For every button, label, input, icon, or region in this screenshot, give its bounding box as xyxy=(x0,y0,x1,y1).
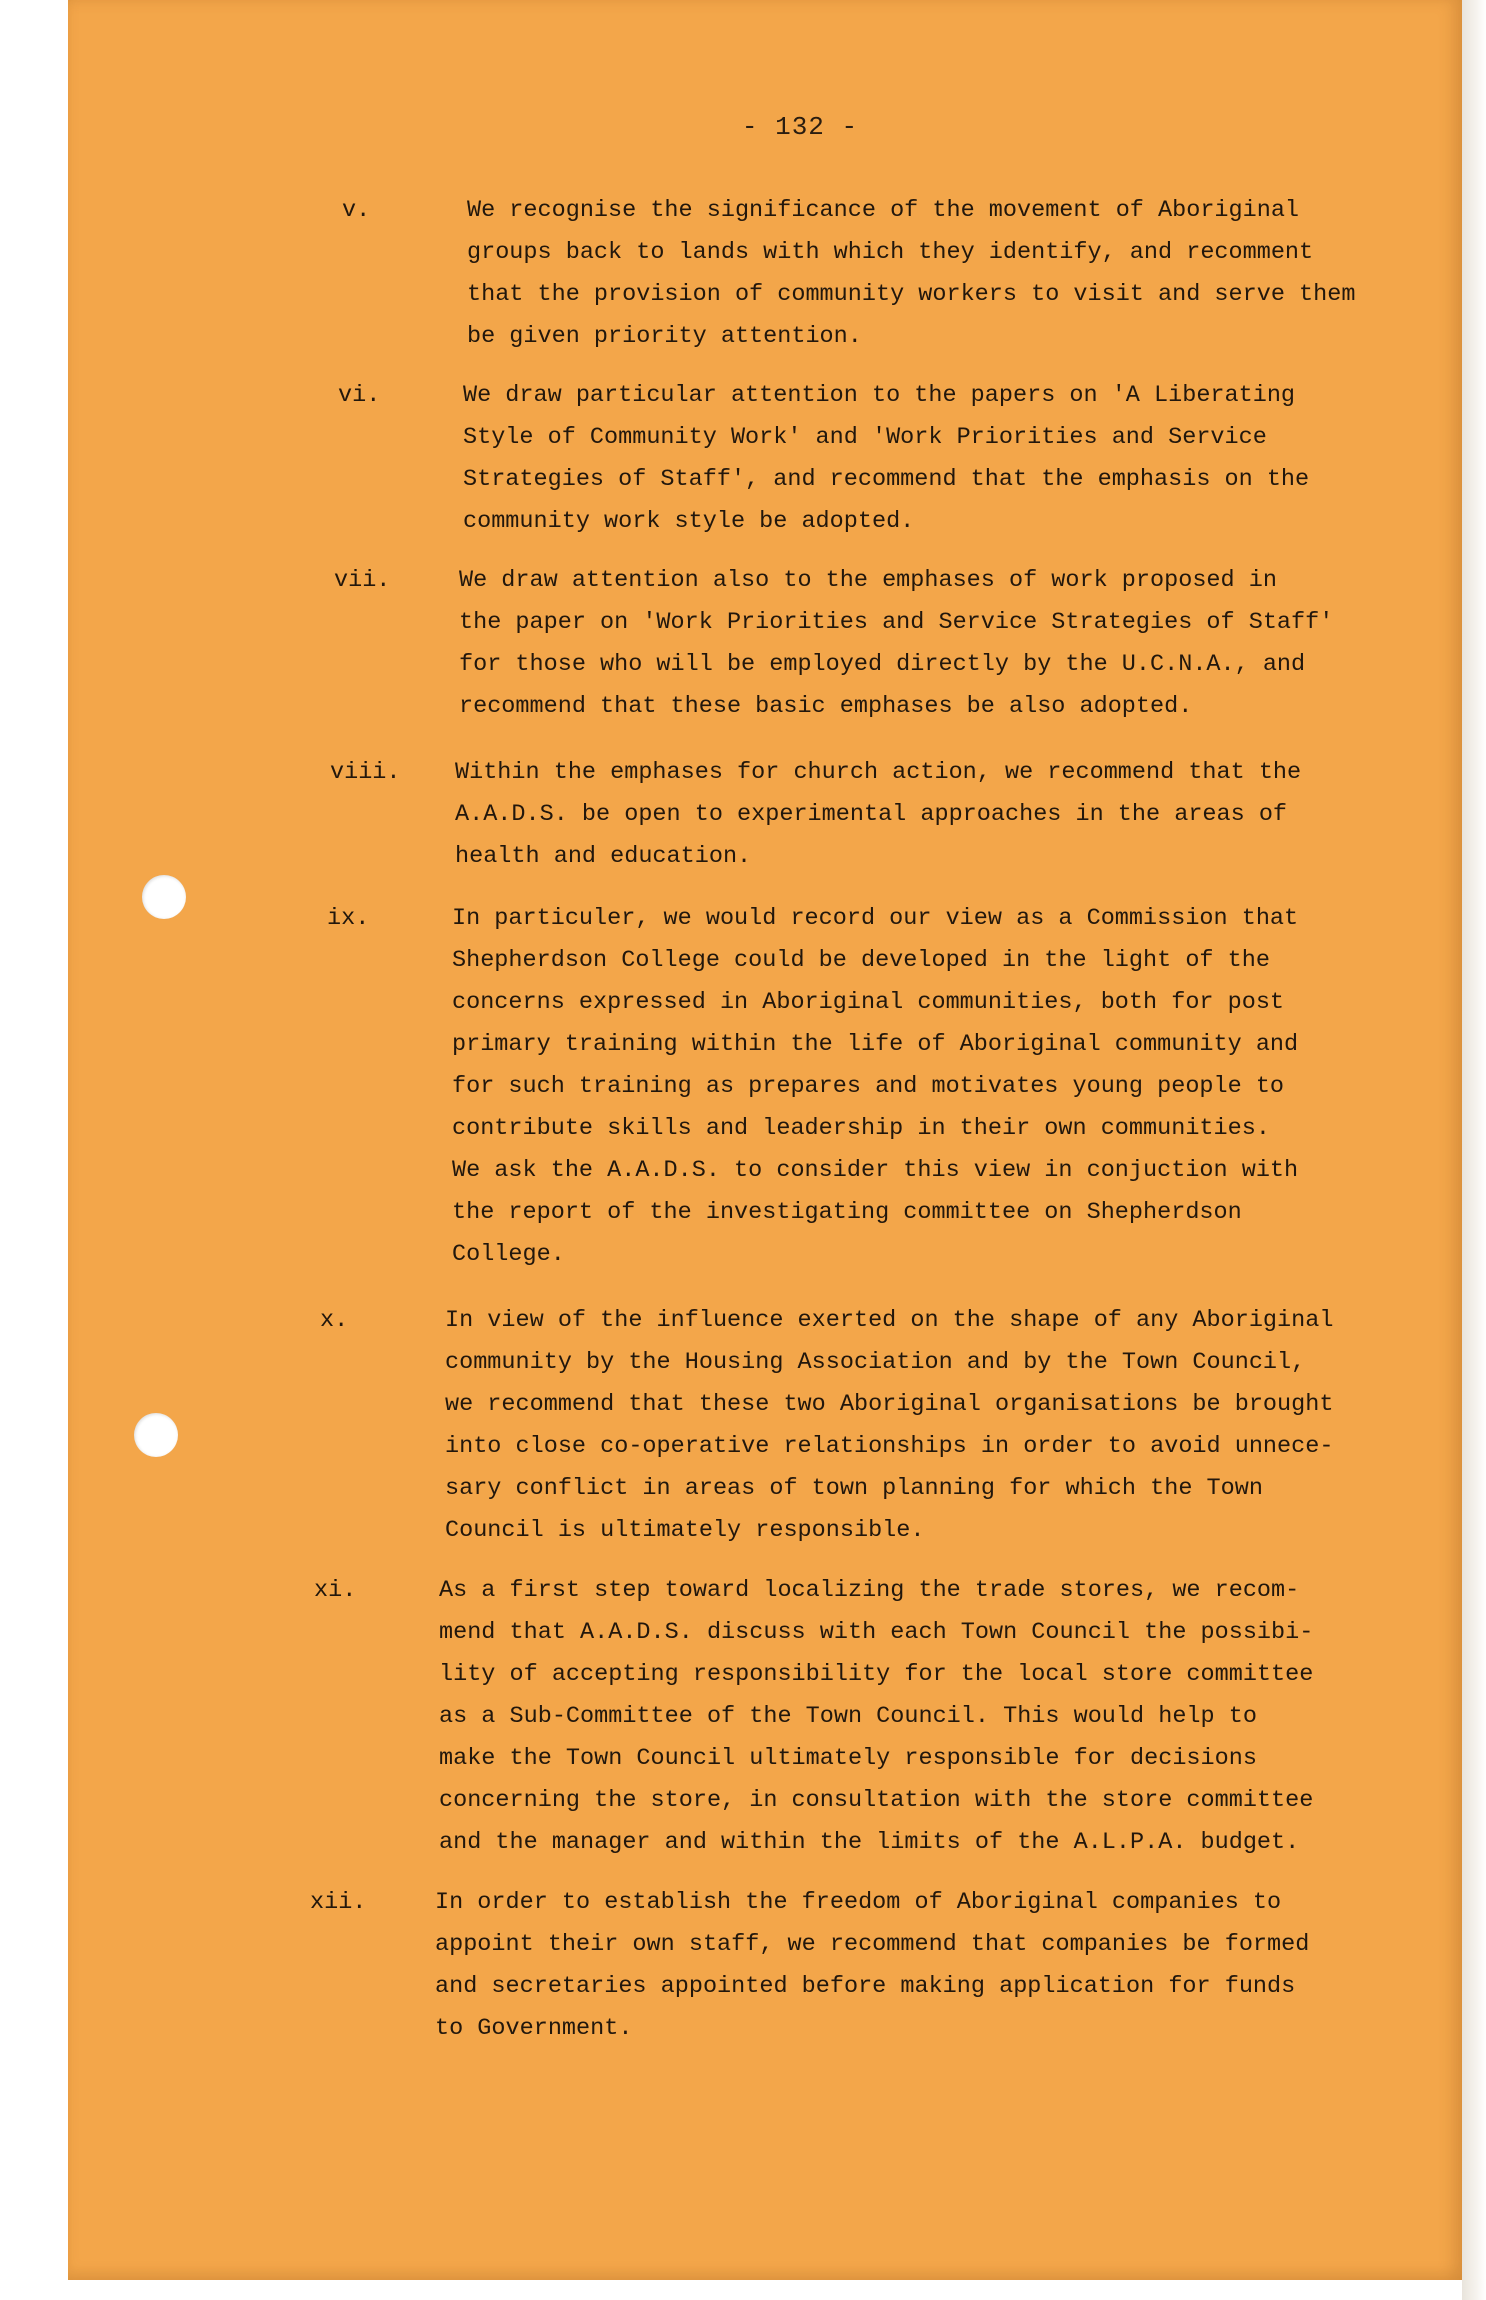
text-line: We draw particular attention to the papers on 'A Liberating xyxy=(463,382,1296,409)
item-numeral: viii. xyxy=(330,759,401,786)
text-line: the report of the investigating committee on Shepherdson xyxy=(452,1199,1242,1226)
punch-hole-bottom xyxy=(134,1413,178,1457)
text-line: make the Town Council ultimately responsible for decisions xyxy=(439,1745,1257,1772)
item-numeral: ix. xyxy=(327,905,370,932)
text-line: Council is ultimately responsible. xyxy=(445,1517,925,1544)
text-line: health and education. xyxy=(455,843,752,870)
text-line: and the manager and within the limits of the A.L.P.A. budget. xyxy=(439,1829,1300,1856)
item-text xyxy=(455,752,1365,878)
text-line: groups back to lands with which they identify, and recomment xyxy=(467,239,1314,266)
text-line: In order to establish the freedom of Aboriginal companies to xyxy=(435,1889,1282,1916)
text-line: recommend that these basic emphases be also adopted. xyxy=(459,693,1193,720)
text-line: Within the emphases for church action, we recommend that the xyxy=(455,759,1302,786)
text-line: A.A.D.S. be open to experimental approaches in the areas of xyxy=(455,801,1288,828)
item-text xyxy=(439,1570,1349,1864)
item-text xyxy=(445,1300,1355,1552)
text-line: the paper on 'Work Priorities and Service Strategies of Staff' xyxy=(459,609,1334,636)
item-numeral: vi. xyxy=(338,382,381,409)
text-line: In particuler, we would record our view as a Commission that xyxy=(452,905,1299,932)
text-line: contribute skills and leadership in their own communities. xyxy=(452,1115,1270,1142)
text-line: appoint their own staff, we recommend that companies be formed xyxy=(435,1931,1310,1958)
item-text xyxy=(459,560,1369,728)
text-line: community by the Housing Association and by the Town Council, xyxy=(445,1349,1306,1376)
text-line: sary conflict in areas of town planning for which the Town xyxy=(445,1475,1263,1502)
text-line: as a Sub-Committee of the Town Council. This would help to xyxy=(439,1703,1257,1730)
text-line: Strategies of Staff', and recommend that the emphasis on the xyxy=(463,466,1310,493)
item-text xyxy=(435,1882,1345,2050)
text-line: and secretaries appointed before making application for funds xyxy=(435,1973,1296,2000)
text-line: for those who will be employed directly by the U.C.N.A., and xyxy=(459,651,1306,678)
text-line: lity of accepting responsibility for the local store committee xyxy=(439,1661,1314,1688)
punch-hole-top xyxy=(142,875,186,919)
item-numeral: vii. xyxy=(334,567,391,594)
text-line: community work style be adopted. xyxy=(463,508,915,535)
text-line: to Government. xyxy=(435,2015,633,2042)
text-line: Style of Community Work' and 'Work Priorities and Service xyxy=(463,424,1267,451)
item-numeral: xi. xyxy=(314,1577,357,1604)
item-text xyxy=(463,375,1373,543)
text-line: primary training within the life of Aboriginal community and xyxy=(452,1031,1299,1058)
text-line: We ask the A.A.D.S. to consider this view in conjuction with xyxy=(452,1157,1299,1184)
text-line: that the provision of community workers to visit and serve them xyxy=(467,281,1356,308)
text-line: for such training as prepares and motivates young people to xyxy=(452,1073,1285,1100)
item-numeral: x. xyxy=(320,1307,349,1334)
item-numeral: xii. xyxy=(310,1889,367,1916)
text-line: into close co-operative relationships in order to avoid unnece- xyxy=(445,1433,1334,1460)
text-line: We draw attention also to the emphases of work proposed in xyxy=(459,567,1277,594)
item-text xyxy=(452,898,1362,1276)
item-text xyxy=(467,190,1377,358)
text-line: College. xyxy=(452,1241,565,1268)
text-line: concerns expressed in Aboriginal communities, both for post xyxy=(452,989,1285,1016)
text-line: Shepherdson College could be developed in the light of the xyxy=(452,947,1270,974)
text-line: mend that A.A.D.S. discuss with each Town Council the possibi- xyxy=(439,1619,1314,1646)
scanner-background-edge xyxy=(1462,0,1486,2300)
text-line: be given priority attention. xyxy=(467,323,862,350)
item-numeral: v. xyxy=(342,197,371,224)
page-number: - 132 - xyxy=(741,112,859,142)
text-line: We recognise the significance of the movement of Aboriginal xyxy=(467,197,1300,224)
text-line: As a first step toward localizing the trade stores, we recom- xyxy=(439,1577,1300,1604)
text-line: In view of the influence exerted on the shape of any Aboriginal xyxy=(445,1307,1334,1334)
text-line: we recommend that these two Aboriginal organisations be brought xyxy=(445,1391,1334,1418)
text-line: concerning the store, in consultation with the store committee xyxy=(439,1787,1314,1814)
